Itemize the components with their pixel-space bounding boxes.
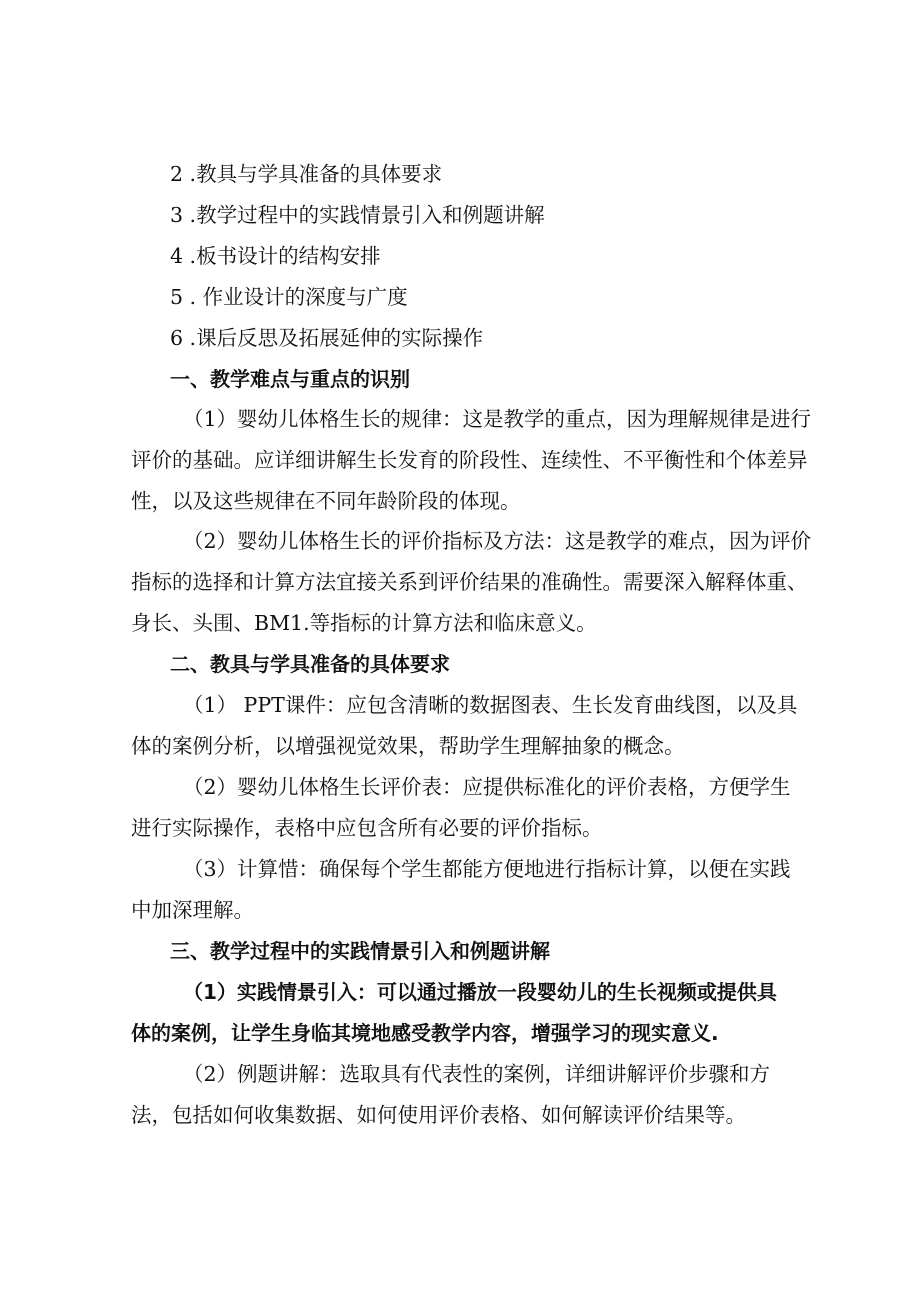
paragraph-line: （2）婴幼儿体格生长的评价指标及方法：这是教学的难点，因为评价 xyxy=(183,529,812,553)
paragraph-line: 身长、头围、BM1.等指标的计算方法和临床意义。 xyxy=(131,611,597,635)
section-heading: 二、教具与学具准备的具体要求 xyxy=(170,652,450,676)
paragraph-line: 中加深理解。 xyxy=(131,898,254,922)
section-heading: 三、教学过程中的实践情景引入和例题讲解 xyxy=(170,939,550,963)
outline-item: 2 .教具与学具准备的具体要求 xyxy=(170,162,443,186)
outline-item: 6 .课后反思及拓展延伸的实际操作 xyxy=(170,326,484,350)
paragraph-line: 性，以及这些规律在不同年龄阶段的体现。 xyxy=(131,489,521,513)
paragraph-line: （3）计算惜：确保每个学生都能方便地进行指标计算，以便在实践 xyxy=(183,857,791,881)
outline-item: 3 .教学过程中的实践情景引入和例题讲解 xyxy=(170,203,545,227)
paragraph-line: 进行实际操作，表格中应包含所有必要的评价指标。 xyxy=(131,816,603,840)
paragraph-line: （1）实践情景引入：可以通过播放一段婴幼儿的生长视频或提供具 xyxy=(183,980,777,1004)
paragraph-line: 体的案例分析，以增强视觉效果，帮助学生理解抽象的概念。 xyxy=(131,734,685,758)
outline-item: 5 . 作业设计的深度与广度 xyxy=(170,285,408,309)
outline-item: 4 .板书设计的结构安排 xyxy=(170,244,381,268)
paragraph-line: 指标的选择和计算方法宜接关系到评价结果的准确性。需要深入解释体重、 xyxy=(131,570,808,594)
paragraph-line: 评价的基础。应详细讲解生长发育的阶段性、连续性、不平衡性和个体差异 xyxy=(131,448,808,472)
paragraph-line: （2）例题讲解：选取具有代表性的案例，详细讲解评价步骤和方 xyxy=(183,1062,771,1086)
paragraph-line: 体的案例，让学生身临其境地感受教学内容，增强学习的现实意义. xyxy=(131,1021,719,1045)
paragraph-line: （1）婴幼儿体格生长的规律：这是教学的重点，因为理解规律是进行 xyxy=(183,407,812,431)
paragraph-line: （2）婴幼儿体格生长评价表：应提供标准化的评价表格，方便学生 xyxy=(183,775,791,799)
paragraph-line: 法，包括如何收集数据、如何使用评价表格、如何解读评价结果等。 xyxy=(131,1103,746,1127)
section-heading: 一、教学难点与重点的识别 xyxy=(170,367,410,391)
paragraph-line: （1） PPT课件：应包含清晰的数据图表、生长发育曲线图，以及具 xyxy=(183,693,798,717)
